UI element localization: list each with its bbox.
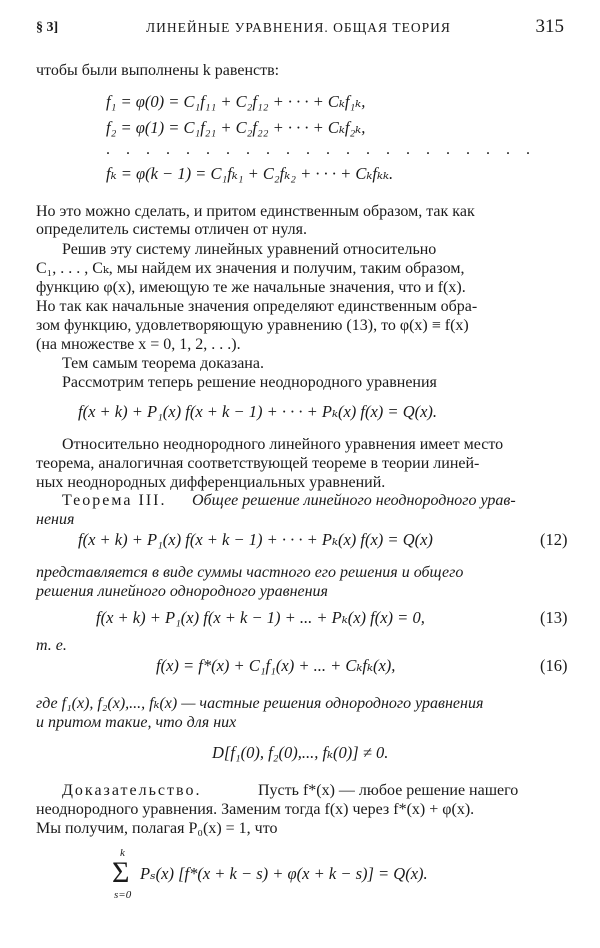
theorem-text: решения линейного однородного уравнения bbox=[36, 583, 328, 600]
theorem-text: представляется в виде суммы частного его решения и общего bbox=[36, 564, 464, 581]
theorem-label: Теорема III. bbox=[62, 492, 167, 509]
equation-dots: . . . . . . . . . . . . . . . . . . . . . . bbox=[106, 141, 536, 158]
equation-12: f(x + k) + P₁(x) f(x + k − 1) + · · · + Pₖ(x) f(x) = Q(x) bbox=[78, 530, 433, 549]
equation-16: f(x) = f*(x) + C₁f₁(x) + ... + Cₖfₖ(x), bbox=[156, 656, 396, 675]
sum-lower-limit: s=0 bbox=[114, 889, 132, 901]
section-mark: § 3] bbox=[36, 20, 59, 35]
paragraph-line: чтобы были выполнены k равенств: bbox=[36, 62, 280, 79]
paragraph-line: неоднородного уравнения. Заменим тогда f(x) через f*(x) + φ(x). bbox=[36, 801, 475, 818]
paragraph-line: Тем самым теорема доказана. bbox=[62, 355, 264, 372]
sum-upper-limit: k bbox=[120, 847, 125, 859]
paragraph-line: Мы получим, полагая P₀(x) = 1, что bbox=[36, 820, 278, 837]
equation-fk: fₖ = φ(k − 1) = C₁fₖ₁ + C₂fₖ₂ + · · · + Cₖfₖₖ. bbox=[106, 164, 394, 183]
equation-f1: f₁ = φ(0) = C₁f₁₁ + C₂f₁₂ + · · · + Cₖf₁ₖ, bbox=[106, 92, 366, 111]
theorem-text: и притом такие, что для них bbox=[36, 714, 237, 731]
paragraph-line: Пусть f*(x) — любое решение нашего bbox=[258, 782, 519, 799]
paragraph-line: определитель системы отличен от нуля. bbox=[36, 221, 307, 238]
theorem-text: Общее решение линейного неоднородного урав- bbox=[192, 492, 516, 509]
equation-final: Pₛ(x) [f*(x + k − s) + φ(x + k − s)] = Q(x). bbox=[140, 864, 428, 883]
equation-nonhomogeneous: f(x + k) + P₁(x) f(x + k − 1) + · · · + Pₖ(x) f(x) = Q(x). bbox=[78, 402, 438, 421]
paragraph-line: Но это можно сделать, и притом единственным образом, так как bbox=[36, 203, 475, 220]
paragraph-line: Решив эту систему линейных уравнений относительно bbox=[62, 241, 437, 258]
theorem-text: нения bbox=[36, 511, 75, 528]
theorem-text: где f₁(x), f₂(x),..., fₖ(x) — частные решения однородного уравнения bbox=[36, 695, 484, 712]
paragraph-line: C₁, . . . , Cₖ, мы найдем их значения и получим, таким образом, bbox=[36, 260, 465, 277]
paragraph-line: функцию φ(x), имеющую те же начальные значения, что и f(x). bbox=[36, 279, 466, 296]
equation-number: (12) bbox=[540, 530, 568, 549]
equation-f2: f₂ = φ(1) = C₁f₂₁ + C₂f₂₂ + · · · + Cₖf₂ₖ, bbox=[106, 118, 366, 137]
paragraph-line: (на множестве x = 0, 1, 2, . . .). bbox=[36, 336, 241, 353]
running-title: ЛИНЕЙНЫЕ УРАВНЕНИЯ. ОБЩАЯ ТЕОРИЯ bbox=[146, 20, 451, 35]
paragraph-line: Но так как начальные значения определяют единственным обра- bbox=[36, 298, 478, 315]
page-header bbox=[36, 14, 564, 40]
page-number: 315 bbox=[535, 16, 564, 37]
proof-label: Доказательство. bbox=[62, 782, 202, 799]
paragraph-line: Рассмотрим теперь решение неоднородного уравнения bbox=[62, 374, 437, 391]
sum-symbol: Σ bbox=[112, 856, 130, 889]
paragraph-line: зом функцию, удовлетворяющую уравнению (13), то φ(x) ≡ f(x) bbox=[36, 317, 469, 334]
paragraph-line: теорема, аналогичная соответствующей теореме в теории линей- bbox=[36, 455, 480, 472]
equation-13: f(x + k) + P₁(x) f(x + k − 1) + ... + Pₖ(x) f(x) = 0, bbox=[96, 608, 425, 627]
equation-number: (13) bbox=[540, 608, 568, 627]
paragraph-line: т. е. bbox=[36, 637, 67, 654]
equation-number: (16) bbox=[540, 656, 568, 675]
equation-determinant: D[f₁(0), f₂(0),..., fₖ(0)] ≠ 0. bbox=[212, 743, 389, 762]
paragraph-line: ных неоднородных дифференциальных уравнений. bbox=[36, 474, 386, 491]
paragraph-line: Относительно неоднородного линейного уравнения имеет место bbox=[62, 436, 504, 453]
